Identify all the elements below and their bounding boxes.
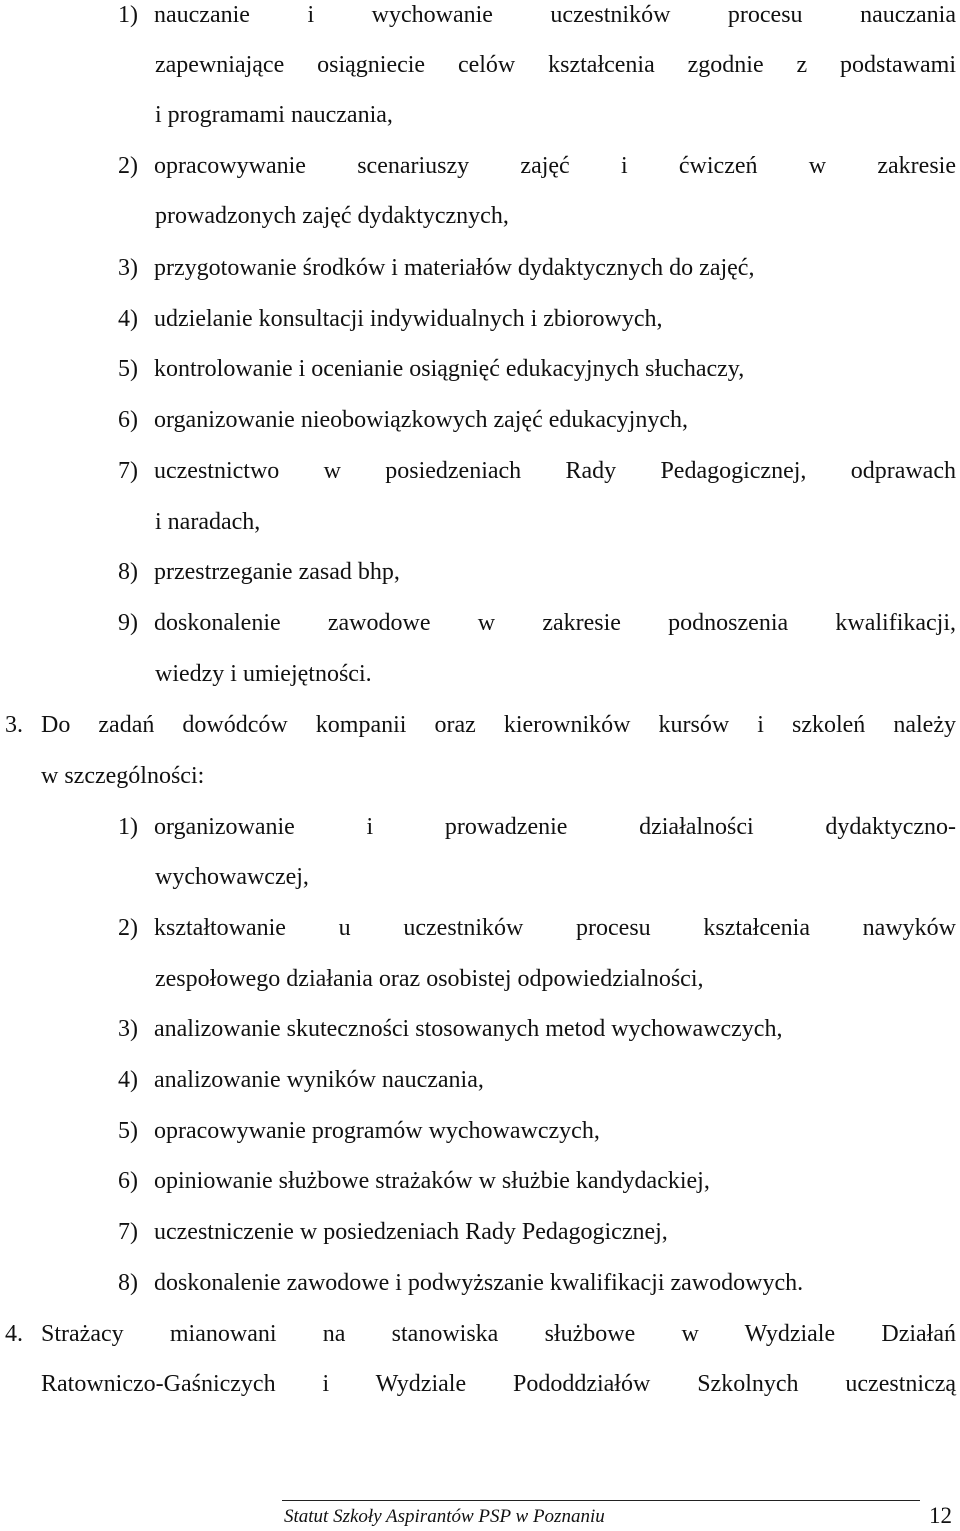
list-item <box>118 608 956 638</box>
list-item-number: 4) <box>118 1067 138 1093</box>
list-item <box>118 812 956 842</box>
list-item-number: 1) <box>118 2 138 28</box>
list-item-text: organizowanie nieobowiązkowych zajęć edukacyjnych, <box>154 407 688 433</box>
list-item-text: opracowywanie scenariuszy zajęć i ćwiczeń w zakresie <box>154 153 956 179</box>
list-item-text: doskonalenie zawodowe i podwyższanie kwalifikacji zawodowych. <box>154 1270 804 1296</box>
list-item <box>118 1116 956 1146</box>
list-item-continuation: wychowawczej, <box>155 864 309 890</box>
list-item-continuation: zapewniające osiągniecie celów kształcenia zgodnie z podstawami <box>155 52 956 78</box>
paragraph <box>5 1319 956 1349</box>
list-item-text: kształtowanie u uczestników procesu kształcenia nawyków <box>154 915 956 941</box>
list-item-number: 7) <box>118 458 138 484</box>
list-item-number: 3) <box>118 1016 138 1042</box>
list-item-text: analizowanie wyników nauczania, <box>154 1067 484 1093</box>
list-item-text: przestrzeganie zasad bhp, <box>154 559 400 585</box>
list-item-text: uczestniczenie w posiedzeniach Rady Pedagogicznej, <box>154 1219 668 1245</box>
list-item-continuation: zespołowego działania oraz osobistej odpowiedzialności, <box>155 966 704 992</box>
list-item <box>118 456 956 486</box>
list-item <box>118 151 956 181</box>
list-item-text: uczestnictwo w posiedzeniach Rady Pedagogicznej, odprawach <box>154 458 956 484</box>
list-item-number: 6) <box>118 1168 138 1194</box>
list-item <box>118 1268 956 1298</box>
list-item-text: nauczanie i wychowanie uczestników procesu nauczania <box>154 2 956 28</box>
list-item-number: 3) <box>118 255 138 281</box>
paragraph <box>5 710 956 740</box>
list-item-text: kontrolowanie i ocenianie osiągnięć edukacyjnych słuchaczy, <box>154 356 745 382</box>
list-item-number: 2) <box>118 153 138 179</box>
list-item-number: 6) <box>118 407 138 433</box>
list-item <box>118 253 956 283</box>
footer-title: Statut Szkoły Aspirantów PSP w Poznaniu <box>284 1506 605 1527</box>
list-item <box>118 354 956 384</box>
footer-divider <box>282 1500 920 1501</box>
list-item-number: 5) <box>118 356 138 382</box>
list-item-number: 7) <box>118 1219 138 1245</box>
list-item-continuation: i naradach, <box>155 509 261 535</box>
list-item-continuation: i programami nauczania, <box>155 102 393 128</box>
list-item <box>118 913 956 943</box>
list-item-continuation: prowadzonych zajęć dydaktycznych, <box>155 203 509 229</box>
paragraph-text: Do zadań dowódców kompanii oraz kierowników kursów i szkoleń należy <box>41 712 956 738</box>
list-item <box>118 557 956 587</box>
paragraph-text: Strażacy mianowani na stanowiska służbowe w Wydziale Działań <box>41 1321 956 1347</box>
list-item-text: opracowywanie programów wychowawczych, <box>154 1118 600 1144</box>
list-item-text: przygotowanie środków i materiałów dydaktycznych do zajęć, <box>154 255 755 281</box>
paragraph-continuation: Ratowniczo-Gaśniczych i Wydziale Pododdziałów Szkolnych uczestniczą <box>41 1371 956 1397</box>
list-item-number: 4) <box>118 306 138 332</box>
list-item <box>118 1217 956 1247</box>
paragraph-number: 3. <box>5 712 23 738</box>
list-item-text: organizowanie i prowadzenie działalności dydaktyczno- <box>154 814 956 840</box>
list-item-number: 2) <box>118 915 138 941</box>
list-item <box>118 1166 956 1196</box>
list-item-text: analizowanie skuteczności stosowanych metod wychowawczych, <box>154 1016 783 1042</box>
list-item-number: 9) <box>118 610 138 636</box>
list-item <box>118 0 956 30</box>
list-item-number: 8) <box>118 1270 138 1296</box>
paragraph-continuation: w szczególności: <box>41 763 205 789</box>
list-item <box>118 1014 956 1044</box>
list-item <box>118 304 956 334</box>
list-item-text: opiniowanie służbowe strażaków w służbie kandydackiej, <box>154 1168 710 1194</box>
list-item <box>118 405 956 435</box>
list-item-number: 5) <box>118 1118 138 1144</box>
list-item-text: udzielanie konsultacji indywidualnych i zbiorowych, <box>154 306 663 332</box>
page-number: 12 <box>929 1503 952 1528</box>
list-item-number: 8) <box>118 559 138 585</box>
list-item <box>118 1065 956 1095</box>
paragraph-number: 4. <box>5 1321 23 1347</box>
list-item-number: 1) <box>118 814 138 840</box>
list-item-continuation: wiedzy i umiejętności. <box>155 661 372 687</box>
list-item-text: doskonalenie zawodowe w zakresie podnoszenia kwalifikacji, <box>154 610 956 636</box>
